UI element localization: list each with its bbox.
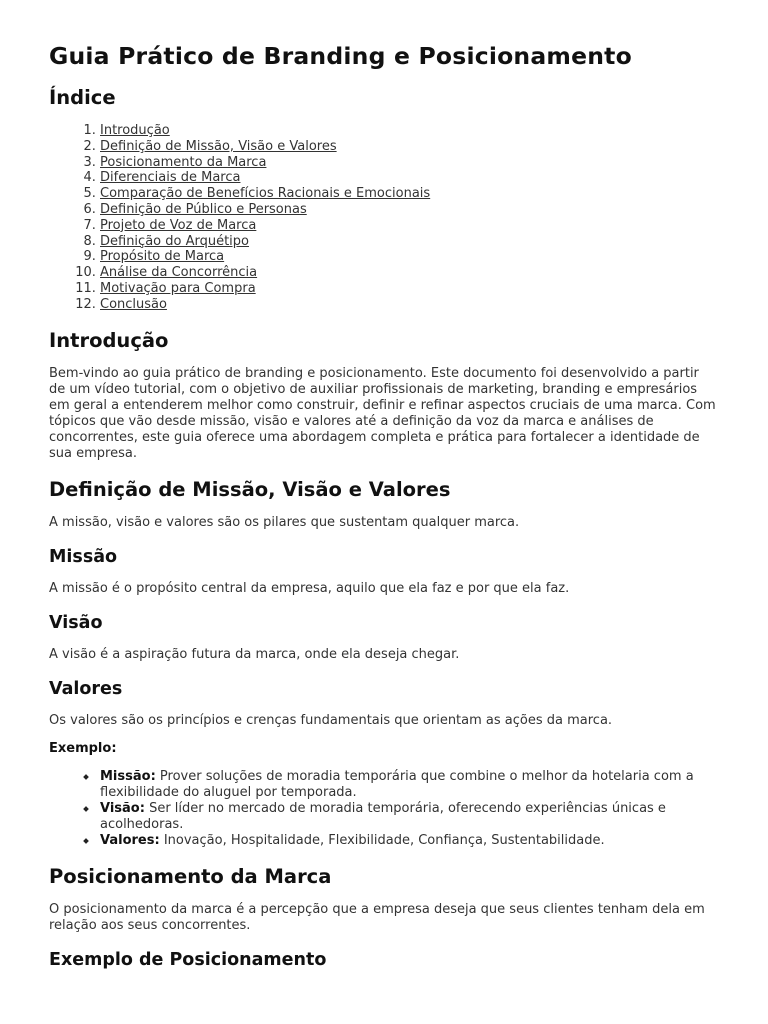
toc-heading: Índice [49, 86, 116, 109]
posicionamento-paragraph: O posicionamento da marca é a percepção que a empresa deseja que seus clientes tenham dela em relação aos seus concorrentes. [49, 901, 705, 933]
example-missao-label: Missão: [100, 768, 156, 784]
toc-item [100, 170, 719, 186]
toc-item [100, 139, 719, 155]
list-item [100, 833, 719, 849]
subheading-exemplo-posicionamento: Exemplo de Posicionamento [49, 949, 327, 970]
subheading-visao: Visão [49, 612, 103, 633]
example-valores-text: Inovação, Hospitalidade, Flexibilidade, Confiança, Sustentabilidade. [159, 832, 605, 848]
toc-item [100, 249, 719, 265]
example-valores-label: Valores: [100, 832, 160, 848]
example-visao-text: Ser líder no mercado de moradia temporária, oferecendo experiências únicas e acolhedoras. [100, 800, 666, 832]
toc-link-publico-personas[interactable]: Definição de Público e Personas [100, 201, 307, 217]
list-item [100, 769, 719, 801]
toc-item [100, 218, 719, 234]
intro-paragraph: Bem-vindo ao guia prático de branding e posicionamento. Este documento foi desenvolvido a partir de um vídeo tutorial, com o objetivo de auxiliar profissionais de marketing, branding e empresários em geral a entenderem melhor como construir, definir e refinar aspectos cruciais de uma marca. Com tópicos que vão desde missão, visão e valores até a definição da voz da marca e análises de concorrentes, este guia oferece uma abordagem completa e prática para fortalecer a identidade de sua empresa. [49, 365, 716, 461]
toc-link-posicionamento[interactable]: Posicionamento da Marca [100, 154, 267, 170]
subheading-missao: Missão [49, 546, 118, 567]
toc-link-comparacao-beneficios[interactable]: Comparação de Benefícios Racionais e Emocionais [100, 186, 431, 202]
toc-item [100, 186, 719, 202]
example-missao-text: Prover soluções de moradia temporária que combine o melhor da hotelaria com a flexibilidade do aluguel por temporada. [100, 768, 694, 800]
subheading-valores: Valores [49, 678, 123, 699]
list-item [100, 801, 719, 833]
toc-item [100, 281, 719, 297]
section-heading-introducao: Introdução [49, 328, 169, 352]
toc-item [100, 202, 719, 218]
toc-link-conclusao[interactable]: Conclusão [100, 296, 167, 312]
toc-link-concorrencia[interactable]: Análise da Concorrência [100, 265, 258, 281]
toc-link-diferenciais[interactable]: Diferenciais de Marca [100, 170, 241, 186]
example-list [49, 769, 719, 849]
example-label: Exemplo: [49, 740, 117, 756]
toc-item [100, 297, 719, 313]
toc-link-motivacao-compra[interactable]: Motivação para Compra [100, 280, 256, 296]
valores-paragraph: Os valores são os princípios e crenças fundamentais que orientam as ações da marca. [49, 712, 613, 728]
missao-paragraph: A missão é o propósito central da empresa, aquilo que ela faz e por que ela faz. [49, 580, 570, 596]
section-heading-mvv: Definição de Missão, Visão e Valores [49, 477, 451, 501]
toc-link-voz-de-marca[interactable]: Projeto de Voz de Marca [100, 217, 257, 233]
section-heading-posicionamento: Posicionamento da Marca [49, 864, 332, 888]
toc-link-missao-visao-valores[interactable]: Definição de Missão, Visão e Valores [100, 138, 337, 154]
mvv-paragraph: A missão, visão e valores são os pilares que sustentam qualquer marca. [49, 514, 520, 530]
toc-item [100, 265, 719, 281]
toc-link-arquetipo[interactable]: Definição do Arquétipo [100, 233, 249, 249]
example-visao-label: Visão: [100, 800, 145, 816]
visao-paragraph: A visão é a aspiração futura da marca, onde ela deseja chegar. [49, 646, 460, 662]
toc-item [100, 123, 719, 139]
toc-link-proposito[interactable]: Propósito de Marca [100, 249, 225, 265]
toc-item [100, 155, 719, 171]
page-title: Guia Prático de Branding e Posicionamento [49, 42, 632, 70]
toc-link-introducao[interactable]: Introdução [100, 123, 170, 138]
toc-item [100, 234, 719, 250]
table-of-contents [49, 123, 719, 313]
